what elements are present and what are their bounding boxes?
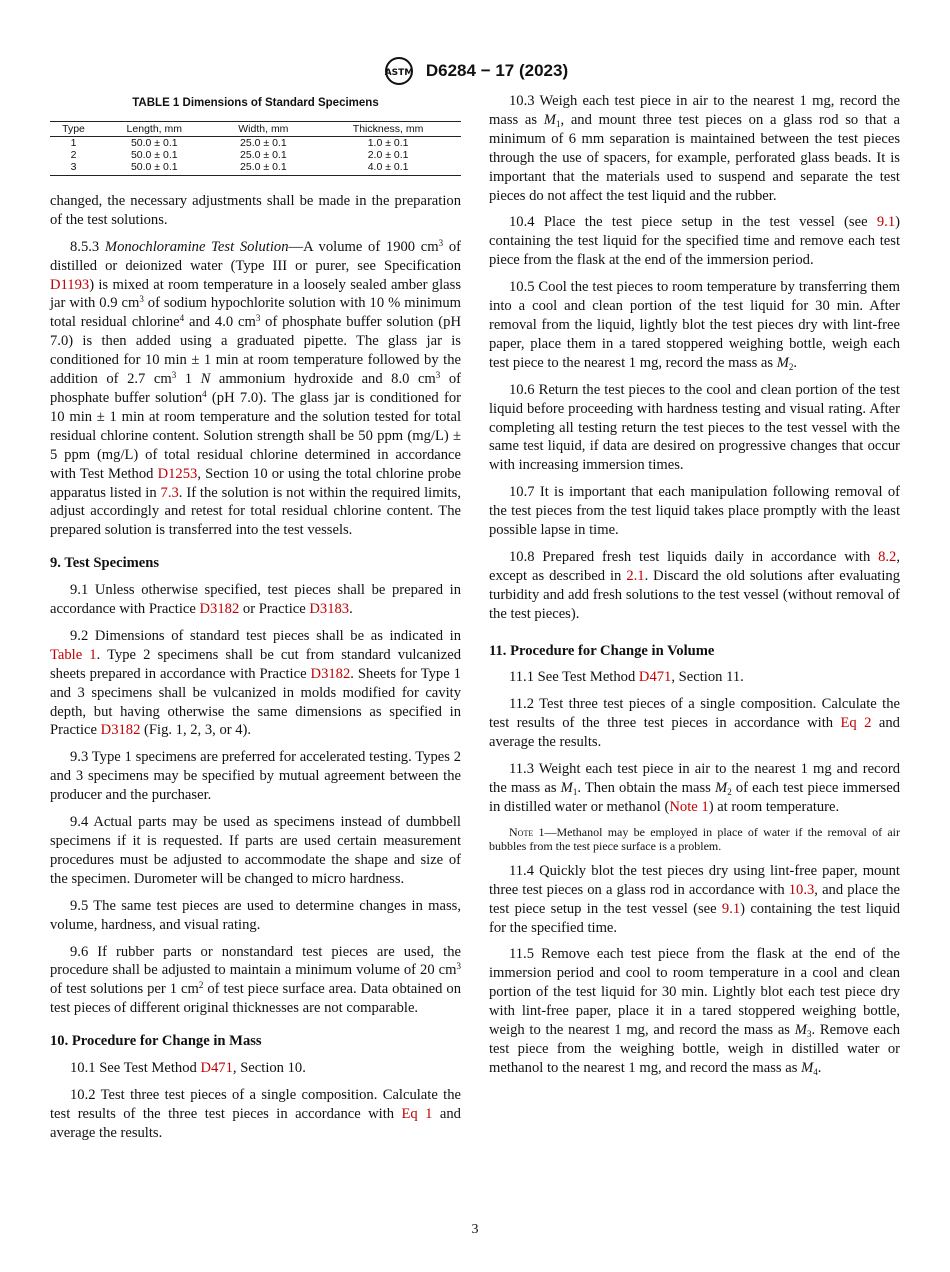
section-9-heading: 9. Test Specimens [50,555,160,572]
link-d3182[interactable]: D3182 [310,665,351,682]
link-eq-2[interactable]: Eq 2 [840,715,872,732]
paragraph-9-4: 9.4 Actual parts may be used as specimens instead of dumbbell specimens if it is requested. If parts are used certain measurement procedures must be adjusted to accommodate the shape and size of the specimen. Durometer will be changed to micro hardness. [50,814,461,887]
left-column [50,92,461,1151]
table-1 [50,94,461,176]
table-cell: 50.0 ± 0.1 [97,161,212,176]
right-column [489,92,900,1086]
paragraph-11-3: 11.3 Weight each test piece in air to the nearest 1 mg and record the mass as $M_1$. Then obtain the mass $M_2$ of each test piece immersed in distilled water or methanol (Note 1) at room temperature. [489,761,901,815]
table-cell: 50.0 ± 0.1 [130,148,178,161]
link-10-3[interactable]: 10.3 [788,881,815,898]
link-d1193[interactable]: D1193 [50,276,90,293]
link-eq-1[interactable]: Eq 1 [401,1105,433,1122]
paragraph-9-1: 9.1 Unless otherwise specified, test pieces shall be prepared in accordance with Practice D3182 or Practice D3183. [50,582,461,618]
table-cell: 1 [70,136,77,149]
link-d3182[interactable]: D3182 [199,601,240,618]
logo-text: ASTM [384,68,414,78]
paragraph-11-4: 11.4 Quickly blot the test pieces dry using lint-free paper, mount three test pieces on a glass rod in accordance with 10.3, and place the test piece setup in the test vessel (see 9.1) containing the test liquid for the specified time. [489,862,900,936]
paragraph-11-2: 11.2 Test three test pieces of a single composition. Calculate the test results of the three test pieces in accordance with Eq 2 and average the results. [489,696,900,751]
table-cell: 25.0 ± 0.1 [212,161,316,176]
paragraph-10-6: 10.6 Return the test pieces to the cool and clean portion of the test liquid before proceeding with hardness testing and visual rating. After completing all testing return the test pieces to the test vessel with the same test liquid, if data are desired on progressive changes that occur with increasing immersion times. [489,381,900,474]
table-title: TABLE 1 Dimensions of Standard Specimens [132,97,379,109]
table-cell: 2.0 ± 0.1 [367,148,409,161]
section-11-heading: 11. Procedure for Change in Volume [489,642,715,659]
table-cell: 2 [70,148,77,161]
paragraph-11-1: 11.1 See Test Method D471, Section 11. [509,669,744,686]
paragraph-9-2: 9.2 Dimensions of standard test pieces shall be as indicated in Table 1. Type 2 specimens shall be cut from standard vulcanized sheets prepared in accordance with Practice D3182. Sheets for Type 1 and 3 specimens shall be vulcanized in molds modified for cavity depth, but having otherwise the same dimensions as specified in Practice D3182 (Fig. 1, 2, 3, or 4). [50,627,461,739]
paragraph-9-5: 9.5 The same test pieces are used to determine changes in mass, volume, hardness, and visual rating. [50,897,461,933]
paragraph-10-8: 10.8 Prepared fresh test liquids daily in accordance with 8.2, except as described in 2.1. Discard the old solutions after evaluating turbidity and add fresh solutions to the test vessel (without removal of the test pieces). [489,548,900,622]
table-header: Type [50,121,97,136]
link-8-2[interactable]: 8.2 [878,548,897,565]
paragraph-10-7: 10.7 It is important that each manipulation following removal of the test pieces from the test liquid takes place promptly with the least possible lapse in time. [489,484,900,539]
paragraph-10-4: 10.4 Place the test piece setup in the test vessel (see 9.1) containing the test liquid for the specified time and remove each test piece from the flask at the end of the immersion period. [489,214,900,269]
link-9-1[interactable]: 9.1 [876,214,896,231]
link-2-1[interactable]: 2.1 [626,567,645,584]
paragraph-11-5: 11.5 Remove each test piece from the flask at the end of the immersion period and cool to room temperature in a cool and clean portion of the test liquid for 30 min. Lightly blot each test piece dry with lint-free paper, place it in a tared stoppered weighing bottle, weigh to the nearest 1 mg, and record the mass as $M_3$. Remove each test piece from the weighing bottle, weigh in distilled water or methanol to the nearest 1 mg, and record the mass as $M_4$. [489,946,900,1077]
link-d1253[interactable]: D1253 [157,465,198,482]
table-cell: 25.0 ± 0.1 [240,148,287,161]
link-d3182[interactable]: D3182 [100,722,141,739]
table-header: Width, mm [212,121,316,136]
page-number: 3 [471,1222,479,1237]
link-d471[interactable]: D471 [200,1060,233,1077]
link-table-1[interactable]: Table 1 [50,646,97,663]
table-cell: 4.0 ± 0.1 [315,161,461,176]
note-1: Note 1—Methanol may be employed in place of water if the removal of air bubbles from the test piece surface is a problem. [489,824,901,854]
table-header: Thickness, mm [315,121,461,136]
paragraph-8-5-3: 8.5.3 Monochloramine Test Solution—A volume of 1900 $cm^3$ of distilled or deionized water (Type III or purer, see Specification D1193) is mixed at room temperature in a loosely sealed amber glass jar with 0.9 $cm^3$ of sodium hypochlorite solution with 10 % minimum total residual chlorine$^4$ and 4.0 $cm^3$ of phosphate buffer solution (pH 7.0) is then added using a graduated pipette. The glass jar is conditioned for 10 min ± 1 min at room temperature followed by the addition of 2.7 $cm^3$ 1 N ammonium hydroxide and 8.0 $cm^3$ of phosphate buffer solution$^4$ (pH 7.0). The glass jar is conditioned for 10 min ± 1 min at room temperature and the solution tested for total residual chlorine content. Solution strength shall be 50 ppm (mg/L) ± 5 ppm (mg/L) of total residual chlorine determined in accordance with Test Method D1253, Section 10 or using the total chlorine probe apparatus listed in 7.3. If the solution is not within the required limits, adjust accordingly and retest for total residual chlorine content. The prepared solution is transferred into the test vessels. [50,237,462,539]
link-note-1[interactable]: Note 1 [669,798,709,815]
table-cell: 50.0 ± 0.1 [130,136,178,149]
astm-logo-icon [382,56,416,86]
dimensions-table [50,121,461,176]
table-row [50,136,461,149]
link-9-1[interactable]: 9.1 [721,900,741,917]
section-10-heading: 10. Procedure for Change in Mass [50,1033,262,1050]
paragraph-10-2: 10.2 Test three test pieces of a single composition. Calculate the test results of the three test pieces in accordance with Eq 1 and average the results. [50,1086,461,1141]
table-cell: 1.0 ± 0.1 [367,136,409,149]
link-7-3[interactable]: 7.3 [160,484,179,501]
paragraph-continued: changed, the necessary adjustments shall be made in the preparation of the test solutions. [50,192,461,228]
paragraph-9-6: 9.6 If rubber parts or nonstandard test pieces are used, the procedure shall be adjusted to maintain a minimum volume of 20 $cm^3$ of test solutions per 1 $cm^2$ of test piece surface area. Data obtained on test pieces of different original thicknesses are not comparable. [50,943,462,1017]
table-cell: 3 [50,161,97,176]
link-d3183[interactable]: D3183 [309,601,350,618]
paragraph-10-1: 10.1 See Test Method D471, Section 10. [70,1060,306,1077]
paragraph-10-3: 10.3 Weigh each test piece in air to the nearest 1 mg, record the mass as $M_1$, and mount three test pieces on a glass rod so that a minimum of 6 mm separation is maintained between the test pieces through the use of spacers, for example, perforated glass beads. It is important that the materials used to suspend and separate the test pieces do not affect the test liquid and the rubber. [489,93,900,204]
paragraph-10-5: 10.5 Cool the test pieces to room temperature by transferring them into a cool and clean portion of the test liquid for 30 min. After removal from the liquid, lightly blot the test pieces dry with lint-free paper, place them in a tared stoppered weighing bottle, weigh each test piece to the nearest 1 mg, record the mass as $M_2$. [489,279,900,372]
link-d471[interactable]: D471 [638,669,672,686]
table-row [50,161,461,176]
page-header [0,56,950,86]
table-row [50,149,461,161]
standard-designation: D6284 − 17 (2023) [425,61,569,80]
table-cell: 25.0 ± 0.1 [240,136,287,149]
table-header: Length, mm [97,121,212,136]
paragraph-9-3: 9.3 Type 1 specimens are preferred for accelerated testing. Types 2 and 3 specimens may be specified by mutual agreement between the producer and the purchaser. [50,749,461,804]
